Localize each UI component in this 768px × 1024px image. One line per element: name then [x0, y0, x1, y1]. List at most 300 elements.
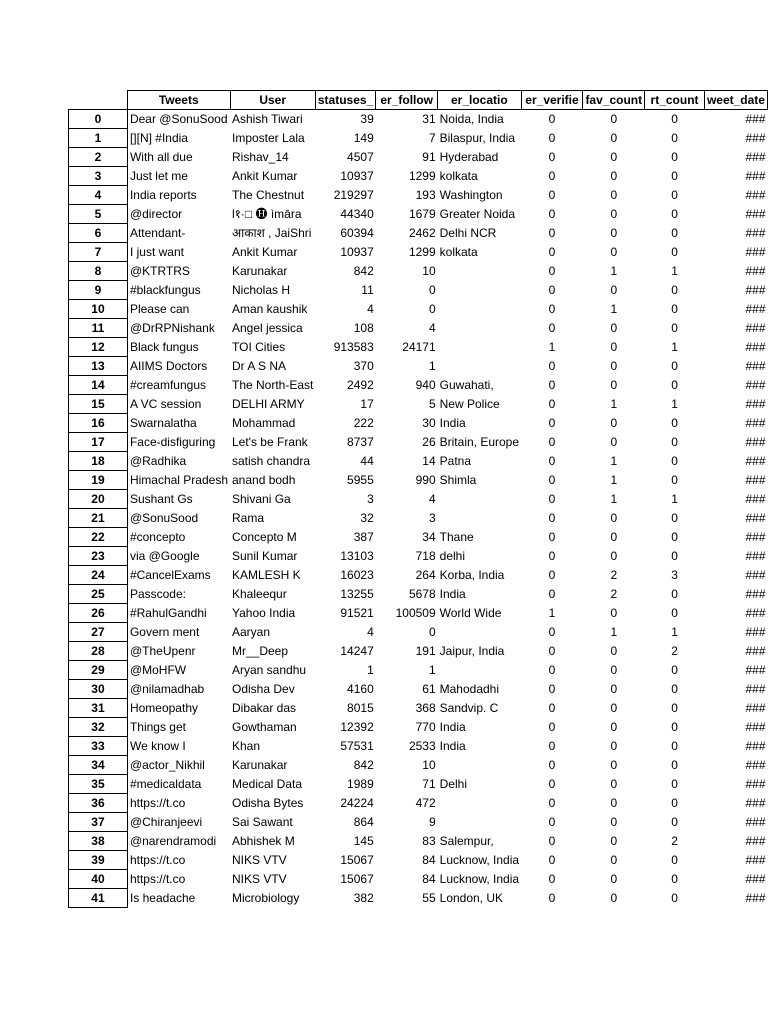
cell-tweet[interactable]: #RahulGandhi: [129, 606, 207, 620]
cell-fav-count[interactable]: 0: [610, 321, 618, 335]
cell-fav-count[interactable]: 0: [610, 207, 618, 221]
cell-rt-count[interactable]: 0: [671, 302, 678, 316]
cell-tweet-date[interactable]: ###: [745, 416, 766, 430]
cell-rt-count[interactable]: 0: [671, 663, 678, 677]
cell-user[interactable]: The North-East: [232, 378, 314, 392]
cell-location[interactable]: Delhi: [439, 777, 467, 791]
cell-tweet-date[interactable]: ###: [745, 112, 766, 127]
cell-tweet[interactable]: #medicaldata: [129, 777, 202, 791]
cell-fav-count[interactable]: 0: [610, 682, 618, 696]
column-header-followers[interactable]: er_follow: [376, 91, 438, 110]
cell-fav-count[interactable]: 0: [610, 511, 618, 525]
cell-verified[interactable]: 0: [548, 283, 556, 297]
cell-rt-count[interactable]: 0: [671, 435, 678, 449]
cell-rt-count[interactable]: 0: [671, 777, 678, 791]
row-index[interactable]: 33: [69, 737, 128, 756]
row-index[interactable]: 36: [69, 794, 128, 813]
cell-statuses-count[interactable]: 5955: [347, 473, 374, 487]
column-header-tweet-date[interactable]: weet_date: [704, 91, 767, 110]
row-index[interactable]: 13: [69, 357, 128, 376]
cell-user[interactable]: Let's be Frank: [232, 435, 308, 449]
cell-tweet[interactable]: Please can: [129, 302, 190, 316]
cell-location[interactable]: [438, 319, 521, 338]
column-header-fav-count[interactable]: fav_count: [583, 91, 645, 110]
cell-user[interactable]: Odisha Bytes: [232, 796, 304, 810]
cell-followers[interactable]: 3: [428, 511, 436, 525]
row-index[interactable]: 41: [69, 889, 128, 908]
cell-followers[interactable]: 770: [415, 720, 436, 734]
cell-tweet-date[interactable]: ###: [745, 454, 766, 468]
cell-location[interactable]: India: [439, 739, 466, 753]
cell-user[interactable]: NIKS VTV: [232, 872, 287, 886]
cell-user[interactable]: Dr A S NA: [232, 359, 287, 373]
cell-verified[interactable]: 0: [548, 511, 556, 525]
cell-rt-count[interactable]: 0: [671, 511, 678, 525]
cell-tweet[interactable]: Govern ment: [129, 625, 200, 639]
cell-statuses-count[interactable]: 145: [353, 834, 374, 848]
cell-statuses-count[interactable]: 13255: [340, 587, 374, 601]
row-index[interactable]: 29: [69, 661, 128, 680]
cell-rt-count[interactable]: 0: [671, 245, 678, 259]
cell-user[interactable]: Yahoo India: [232, 606, 296, 620]
cell-tweet-date[interactable]: ###: [745, 891, 766, 905]
cell-tweet-date[interactable]: ###: [745, 264, 766, 278]
cell-verified[interactable]: 0: [548, 302, 556, 316]
cell-user[interactable]: NIKS VTV: [232, 853, 287, 867]
column-header-location[interactable]: er_locatio: [438, 91, 521, 110]
cell-followers[interactable]: 191: [415, 644, 436, 658]
cell-verified[interactable]: 0: [548, 682, 556, 696]
cell-fav-count[interactable]: 0: [610, 150, 618, 164]
cell-rt-count[interactable]: 1: [671, 264, 678, 278]
cell-followers[interactable]: 368: [415, 701, 436, 715]
cell-fav-count[interactable]: 1: [610, 454, 618, 468]
cell-statuses-count[interactable]: 17: [360, 397, 374, 411]
row-index[interactable]: 6: [69, 224, 128, 243]
cell-user[interactable]: anand bodh: [232, 473, 296, 487]
row-index[interactable]: 25: [69, 585, 128, 604]
cell-user[interactable]: Ashish Tiwari: [232, 112, 303, 127]
cell-followers[interactable]: 91: [422, 150, 436, 164]
row-index[interactable]: 0: [69, 110, 128, 129]
cell-user[interactable]: Sunil Kumar: [232, 549, 298, 563]
cell-fav-count[interactable]: 0: [610, 530, 618, 544]
cell-verified[interactable]: 0: [548, 834, 556, 848]
cell-tweet[interactable]: https://t.co: [129, 796, 186, 810]
cell-fav-count[interactable]: 0: [610, 435, 618, 449]
cell-verified[interactable]: 1: [548, 340, 556, 354]
cell-rt-count[interactable]: 0: [671, 359, 678, 373]
cell-followers[interactable]: 55: [422, 891, 436, 905]
cell-user[interactable]: Rishav_14: [232, 150, 289, 164]
cell-rt-count[interactable]: 1: [671, 397, 678, 411]
cell-location[interactable]: [438, 281, 521, 300]
cell-location[interactable]: [438, 623, 521, 642]
cell-user[interactable]: Gowthaman: [232, 720, 297, 734]
row-index[interactable]: 31: [69, 699, 128, 718]
cell-tweet-date[interactable]: ###: [745, 245, 766, 259]
cell-statuses-count[interactable]: 382: [353, 891, 374, 905]
cell-tweet[interactable]: Swarnalatha: [129, 416, 197, 430]
cell-rt-count[interactable]: 0: [671, 207, 678, 221]
cell-followers[interactable]: 1: [428, 663, 436, 677]
row-index[interactable]: 24: [69, 566, 128, 585]
cell-tweet-date[interactable]: ###: [745, 644, 766, 658]
cell-tweet[interactable]: @MoHFW: [129, 663, 187, 677]
cell-location[interactable]: Greater Noida: [439, 207, 516, 221]
cell-rt-count[interactable]: 0: [671, 853, 678, 867]
row-index[interactable]: 23: [69, 547, 128, 566]
cell-tweet-date[interactable]: ###: [745, 226, 766, 240]
cell-rt-count[interactable]: 0: [671, 720, 678, 734]
cell-rt-count[interactable]: 0: [671, 454, 678, 468]
cell-user[interactable]: The Chestnut: [232, 188, 305, 202]
cell-location[interactable]: Mahodadhi: [439, 682, 500, 696]
cell-fav-count[interactable]: 0: [610, 853, 618, 867]
row-index[interactable]: 3: [69, 167, 128, 186]
cell-followers[interactable]: 4: [428, 321, 436, 335]
row-index[interactable]: 40: [69, 870, 128, 889]
cell-location[interactable]: [438, 338, 521, 357]
cell-rt-count[interactable]: 0: [671, 682, 678, 696]
cell-user[interactable]: Rama: [232, 511, 265, 525]
cell-verified[interactable]: 0: [548, 169, 556, 183]
cell-user[interactable]: Aaryan: [232, 625, 271, 639]
cell-tweet[interactable]: @TheUpenr: [129, 644, 196, 658]
cell-verified[interactable]: 0: [548, 739, 556, 753]
cell-statuses-count[interactable]: 10937: [340, 245, 374, 259]
cell-fav-count[interactable]: 0: [610, 720, 618, 734]
cell-verified[interactable]: 0: [548, 226, 556, 240]
column-header-rt-count[interactable]: rt_count: [645, 91, 705, 110]
row-index[interactable]: 20: [69, 490, 128, 509]
cell-fav-count[interactable]: 0: [610, 340, 618, 354]
cell-tweet[interactable]: A VC session: [129, 397, 202, 411]
cell-statuses-count[interactable]: 8015: [347, 701, 374, 715]
cell-tweet[interactable]: Homeopathy: [129, 701, 198, 715]
cell-statuses-count[interactable]: 1989: [347, 777, 374, 791]
cell-statuses-count[interactable]: 13103: [340, 549, 374, 563]
cell-tweet[interactable]: With all due: [129, 150, 193, 164]
cell-tweet[interactable]: #CancelExams: [129, 568, 211, 582]
cell-verified[interactable]: 0: [548, 264, 556, 278]
cell-rt-count[interactable]: 0: [671, 416, 678, 430]
cell-location[interactable]: India: [439, 587, 466, 601]
cell-followers[interactable]: 5: [428, 397, 436, 411]
cell-followers[interactable]: 1299: [408, 169, 436, 183]
cell-tweet[interactable]: [][N] #India: [129, 131, 188, 145]
cell-fav-count[interactable]: 1: [610, 302, 618, 316]
cell-user[interactable]: Aman kaushik: [232, 302, 308, 316]
cell-statuses-count[interactable]: 39: [360, 112, 374, 127]
cell-followers[interactable]: 0: [428, 283, 436, 297]
cell-tweet-date[interactable]: ###: [745, 340, 766, 354]
cell-tweet-date[interactable]: ###: [745, 207, 766, 221]
row-index[interactable]: 1: [69, 129, 128, 148]
cell-fav-count[interactable]: 0: [610, 739, 618, 753]
cell-followers[interactable]: 0: [428, 625, 436, 639]
cell-fav-count[interactable]: 0: [610, 872, 618, 886]
cell-tweet-date[interactable]: ###: [745, 796, 766, 810]
cell-fav-count[interactable]: 1: [610, 473, 618, 487]
cell-user[interactable]: DELHI ARMY: [232, 397, 305, 411]
cell-verified[interactable]: 0: [548, 663, 556, 677]
row-index[interactable]: 15: [69, 395, 128, 414]
cell-followers[interactable]: 9: [428, 815, 436, 829]
cell-tweet[interactable]: Sushant Gs: [129, 492, 193, 506]
cell-rt-count[interactable]: 0: [671, 473, 678, 487]
cell-rt-count[interactable]: 0: [671, 606, 678, 620]
cell-statuses-count[interactable]: 3: [367, 492, 374, 506]
cell-verified[interactable]: 0: [548, 454, 556, 468]
row-index[interactable]: 5: [69, 205, 128, 224]
cell-tweet[interactable]: Passcode:: [129, 587, 186, 601]
cell-user[interactable]: l१·□ 🅗 ìmāra: [232, 207, 302, 221]
cell-statuses-count[interactable]: 15067: [340, 853, 374, 867]
cell-statuses-count[interactable]: 370: [353, 359, 374, 373]
cell-fav-count[interactable]: 0: [610, 188, 618, 202]
cell-tweet[interactable]: @KTRTRS: [129, 264, 190, 278]
cell-tweet-date[interactable]: ###: [745, 302, 766, 316]
cell-statuses-count[interactable]: 11: [361, 283, 374, 297]
cell-tweet-date[interactable]: ###: [745, 758, 766, 772]
cell-verified[interactable]: 0: [548, 701, 556, 715]
cell-tweet-date[interactable]: ###: [745, 682, 766, 696]
cell-location[interactable]: [438, 661, 521, 680]
cell-tweet[interactable]: #blackfungus: [129, 283, 201, 297]
cell-statuses-count[interactable]: 91521: [340, 606, 374, 620]
cell-fav-count[interactable]: 0: [610, 131, 618, 145]
cell-tweet[interactable]: #creamfungus: [129, 378, 206, 392]
cell-rt-count[interactable]: 0: [671, 549, 678, 563]
cell-user[interactable]: Sai Sawant: [232, 815, 293, 829]
cell-followers[interactable]: 1: [428, 359, 436, 373]
cell-tweet-date[interactable]: ###: [745, 359, 766, 373]
cell-fav-count[interactable]: 0: [610, 758, 618, 772]
cell-tweet-date[interactable]: ###: [745, 872, 766, 886]
cell-followers[interactable]: 264: [415, 568, 436, 582]
cell-followers[interactable]: 7: [428, 131, 436, 145]
row-index[interactable]: 39: [69, 851, 128, 870]
cell-followers[interactable]: 34: [422, 530, 436, 544]
cell-location[interactable]: kolkata: [439, 245, 478, 259]
cell-tweet-date[interactable]: ###: [745, 853, 766, 867]
cell-rt-count[interactable]: 0: [671, 891, 678, 905]
row-index[interactable]: 16: [69, 414, 128, 433]
cell-fav-count[interactable]: 0: [610, 796, 618, 810]
cell-fav-count[interactable]: 2: [610, 587, 618, 601]
cell-user[interactable]: Medical Data: [232, 777, 303, 791]
column-header-statuses[interactable]: statuses_: [315, 91, 375, 110]
cell-verified[interactable]: 0: [548, 777, 556, 791]
cell-followers[interactable]: 193: [415, 188, 436, 202]
cell-statuses-count[interactable]: 1: [367, 663, 374, 677]
cell-location[interactable]: Washington: [439, 188, 503, 202]
cell-statuses-count[interactable]: 15067: [340, 872, 374, 886]
cell-rt-count[interactable]: 0: [671, 131, 678, 145]
cell-statuses-count[interactable]: 842: [353, 264, 374, 278]
cell-tweet-date[interactable]: ###: [745, 435, 766, 449]
cell-location[interactable]: India: [439, 720, 466, 734]
cell-user[interactable]: Mohammad: [232, 416, 296, 430]
cell-user[interactable]: Karunakar: [232, 758, 288, 772]
cell-verified[interactable]: 0: [548, 435, 556, 449]
cell-tweet-date[interactable]: ###: [745, 720, 766, 734]
cell-statuses-count[interactable]: 149: [353, 131, 374, 145]
cell-tweet[interactable]: Attendant-: [129, 226, 186, 240]
cell-location[interactable]: delhi: [439, 549, 465, 563]
cell-followers[interactable]: 5678: [408, 587, 436, 601]
cell-location[interactable]: India: [439, 416, 466, 430]
cell-location[interactable]: London, UK: [439, 891, 504, 905]
cell-fav-count[interactable]: 0: [610, 606, 618, 620]
cell-statuses-count[interactable]: 60394: [340, 226, 374, 240]
cell-location[interactable]: Lucknow, India: [439, 872, 520, 886]
cell-statuses-count[interactable]: 2492: [347, 378, 374, 392]
cell-rt-count[interactable]: 1: [671, 340, 678, 354]
cell-fav-count[interactable]: 0: [610, 815, 618, 829]
cell-location[interactable]: Lucknow, India: [439, 853, 520, 867]
cell-rt-count[interactable]: 2: [671, 644, 678, 658]
cell-fav-count[interactable]: 1: [610, 397, 618, 411]
cell-rt-count[interactable]: 0: [671, 872, 678, 886]
cell-followers[interactable]: 61: [422, 682, 436, 696]
cell-followers[interactable]: 4: [428, 492, 436, 506]
cell-rt-count[interactable]: 0: [671, 283, 678, 297]
cell-user[interactable]: Nicholas H: [232, 283, 291, 297]
cell-fav-count[interactable]: 0: [610, 112, 618, 127]
cell-tweet[interactable]: @director: [129, 207, 183, 221]
cell-tweet-date[interactable]: ###: [745, 625, 766, 639]
cell-tweet[interactable]: @SonuSood: [129, 511, 199, 525]
cell-location[interactable]: Guwahati,: [439, 378, 494, 392]
cell-verified[interactable]: 0: [548, 245, 556, 259]
cell-location[interactable]: Salempur,: [439, 834, 494, 848]
cell-statuses-count[interactable]: 864: [353, 815, 374, 829]
cell-verified[interactable]: 0: [548, 625, 556, 639]
cell-tweet-date[interactable]: ###: [745, 834, 766, 848]
row-index[interactable]: 27: [69, 623, 128, 642]
cell-location[interactable]: [438, 262, 521, 281]
cell-tweet[interactable]: #concepto: [129, 530, 186, 544]
cell-location[interactable]: kolkata: [439, 169, 478, 183]
cell-user[interactable]: Dibakar das: [232, 701, 297, 715]
row-index[interactable]: 37: [69, 813, 128, 832]
cell-rt-count[interactable]: 3: [671, 568, 678, 582]
cell-verified[interactable]: 0: [548, 112, 556, 127]
cell-location[interactable]: [438, 509, 521, 528]
cell-location[interactable]: [438, 794, 521, 813]
cell-tweet-date[interactable]: ###: [745, 587, 766, 601]
cell-user[interactable]: Khaleequr: [232, 587, 287, 601]
cell-location[interactable]: Patna: [439, 454, 471, 468]
cell-statuses-count[interactable]: 108: [353, 321, 374, 335]
row-index[interactable]: 38: [69, 832, 128, 851]
cell-followers[interactable]: 100509: [395, 606, 436, 620]
row-index[interactable]: 17: [69, 433, 128, 452]
cell-fav-count[interactable]: 1: [610, 492, 618, 506]
cell-followers[interactable]: 1679: [408, 207, 436, 221]
cell-verified[interactable]: 0: [548, 188, 556, 202]
cell-statuses-count[interactable]: 219297: [333, 188, 374, 202]
cell-verified[interactable]: 0: [548, 416, 556, 430]
cell-tweet[interactable]: I just want: [129, 245, 184, 259]
row-index[interactable]: 10: [69, 300, 128, 319]
cell-tweet[interactable]: Is headache: [129, 891, 196, 905]
cell-fav-count[interactable]: 0: [610, 245, 618, 259]
cell-location[interactable]: Jaipur, India: [439, 644, 505, 658]
cell-tweet[interactable]: Just let me: [129, 169, 188, 183]
cell-rt-count[interactable]: 2: [671, 834, 678, 848]
cell-statuses-count[interactable]: 4: [367, 625, 374, 639]
cell-fav-count[interactable]: 0: [610, 777, 618, 791]
cell-verified[interactable]: 1: [548, 606, 556, 620]
cell-location[interactable]: Delhi NCR: [439, 226, 497, 240]
cell-user[interactable]: Shivani Ga: [232, 492, 291, 506]
cell-fav-count[interactable]: 0: [610, 701, 618, 715]
cell-tweet-date[interactable]: ###: [745, 606, 766, 620]
cell-verified[interactable]: 0: [548, 207, 556, 221]
cell-location[interactable]: Shimla: [439, 473, 477, 487]
cell-verified[interactable]: 0: [548, 758, 556, 772]
cell-statuses-count[interactable]: 57531: [340, 739, 374, 753]
cell-rt-count[interactable]: 0: [671, 815, 678, 829]
cell-verified[interactable]: 0: [548, 568, 556, 582]
cell-tweet-date[interactable]: ###: [745, 815, 766, 829]
cell-location[interactable]: Bilaspur, India: [439, 131, 516, 145]
cell-user[interactable]: Aryan sandhu: [232, 663, 307, 677]
cell-rt-count[interactable]: 0: [671, 587, 678, 601]
row-index[interactable]: 19: [69, 471, 128, 490]
cell-tweet-date[interactable]: ###: [745, 777, 766, 791]
cell-location[interactable]: Korba, India: [439, 568, 505, 582]
cell-location[interactable]: [438, 756, 521, 775]
cell-user[interactable]: Imposter Lala: [232, 131, 305, 145]
cell-statuses-count[interactable]: 44340: [340, 207, 374, 221]
cell-tweet[interactable]: Himachal Pradesh: [129, 473, 228, 487]
cell-followers[interactable]: 84: [422, 872, 436, 886]
row-index[interactable]: 14: [69, 376, 128, 395]
cell-fav-count[interactable]: 0: [610, 663, 618, 677]
cell-statuses-count[interactable]: 8737: [347, 435, 374, 449]
row-index[interactable]: 4: [69, 186, 128, 205]
cell-location[interactable]: [438, 357, 521, 376]
cell-followers[interactable]: 718: [415, 549, 436, 563]
cell-rt-count[interactable]: 0: [671, 530, 678, 544]
row-index[interactable]: 21: [69, 509, 128, 528]
cell-tweet-date[interactable]: ###: [745, 568, 766, 582]
cell-tweet[interactable]: Things get: [129, 720, 186, 734]
row-index[interactable]: 9: [69, 281, 128, 300]
cell-location[interactable]: Hyderabad: [439, 150, 499, 164]
cell-tweet[interactable]: Face-disfiguring: [129, 435, 216, 449]
cell-user[interactable]: satish chandra: [232, 454, 311, 468]
cell-statuses-count[interactable]: 14247: [340, 644, 374, 658]
cell-fav-count[interactable]: 2: [610, 568, 618, 582]
cell-location[interactable]: New Police: [439, 397, 500, 411]
cell-tweet[interactable]: https://t.co: [129, 872, 186, 886]
cell-verified[interactable]: 0: [548, 815, 556, 829]
cell-location[interactable]: Thane: [439, 530, 474, 544]
cell-followers[interactable]: 10: [422, 758, 436, 772]
cell-followers[interactable]: 83: [422, 834, 436, 848]
row-index[interactable]: 11: [69, 319, 128, 338]
cell-tweet-date[interactable]: ###: [745, 701, 766, 715]
cell-rt-count[interactable]: 0: [671, 169, 678, 183]
cell-verified[interactable]: 0: [548, 131, 556, 145]
cell-followers[interactable]: 84: [422, 853, 436, 867]
cell-followers[interactable]: 71: [422, 777, 436, 791]
